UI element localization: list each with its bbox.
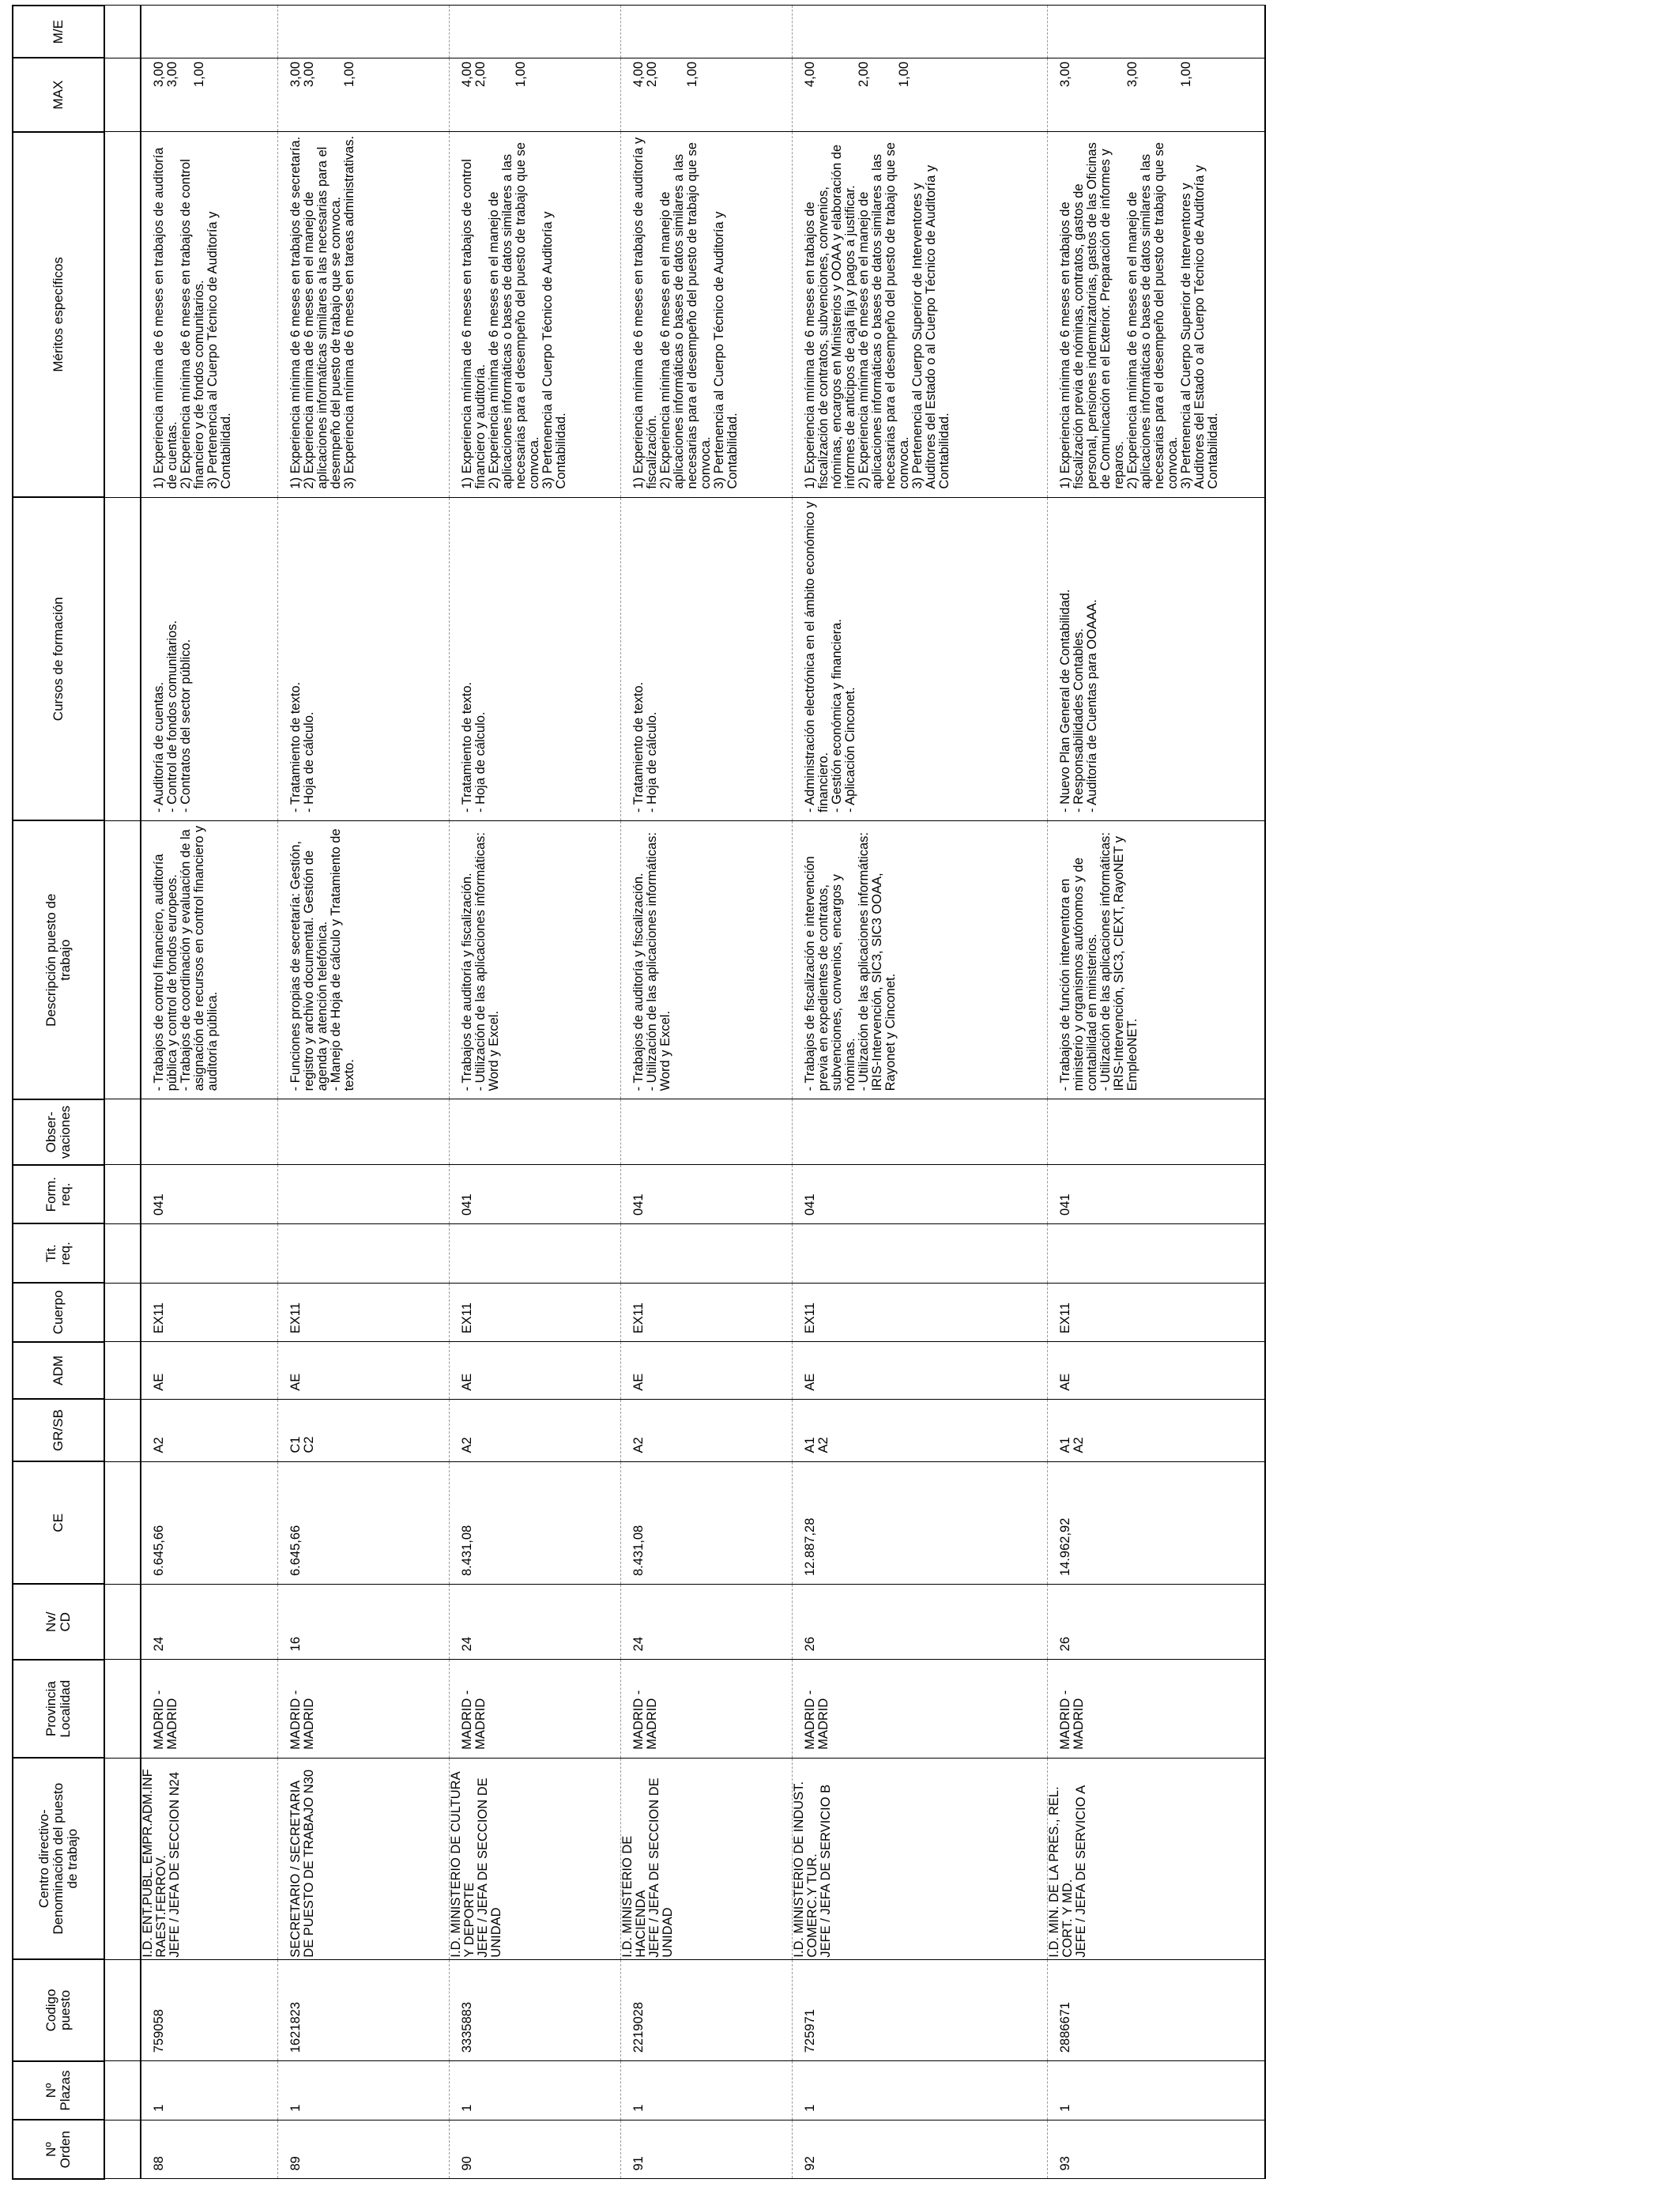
ce-cell: 8.431,08	[450, 1461, 621, 1584]
adm-cell: AE	[450, 1342, 621, 1400]
spacer-cell	[104, 821, 141, 1099]
plazas-cell: 1	[621, 2061, 793, 2120]
codigo-cell: 3335883	[450, 1959, 621, 2061]
gr-cell: A2	[450, 1399, 621, 1461]
header-codigo: Codigo puesto	[13, 1959, 104, 2061]
centro-cell	[141, 1758, 278, 1959]
puesto-denominacion: JEFE / JEFA DE SERVICIO B	[819, 1784, 833, 1958]
descripcion-cell: - Funciones propias de secretaría: Gestión, registro y archivo documental. Gestión de agenda y atención telefónica. - Manejo de Hoja de cálculo y Tratamiento de texto.	[278, 821, 450, 1099]
ce-cell: 12.887,28	[793, 1461, 1048, 1584]
max-value: 3,00	[1058, 61, 1072, 88]
max-value: 1,00	[1179, 61, 1193, 88]
max-cell	[1048, 58, 1266, 131]
ce-cell: 8.431,08	[621, 1461, 793, 1584]
centro-directivo: I.D. ENT.PUBL. EMPR.ADM.INF RAEST.FERROV.	[141, 1769, 168, 1958]
meritos-cell: 1) Experiencia mínima de 6 meses en trabajos de fiscalización previa de nóminas, contratos, gastos de personal, pensiones indemnizatorias, gastos de las Oficinas de Comunicación en el Exterior. Preparación de informes y reparos. 2) Experiencia mínima de 6 meses en el manejo de aplicaciones informáticas o bases de datos similares a las necesarias para el desempeño del puesto de trabajo que se convoca. 3) Pertenencia al Cuerpo Superior de Interventores y Auditores del Estado o al Cuerpo Técnico de Auditoría y Contabilidad.	[1048, 132, 1266, 497]
form-cell: 041	[1048, 1165, 1266, 1224]
max-value: 4,00	[631, 61, 646, 88]
descripcion-cell: - Trabajos de auditoría y fiscalización. - Utilización de las aplicaciones informáticas: Word y Excel.	[450, 821, 621, 1099]
meritos-cell: 1) Experiencia mínima de 6 meses en trabajos de control financiero y auditoría. 2) Experiencia mínima de 6 meses en el manejo de aplicaciones informáticas o bases de datos similares a las necesarias para el desempeño del puesto de trabajo que se convoca. 3) Pertenencia al Cuerpo Técnico de Auditoría y Contabilidad.	[450, 132, 621, 497]
plazas-cell: 1	[793, 2061, 1048, 2120]
max-value: 3,00	[1125, 61, 1139, 88]
centro-directivo: I.D. MINISTERIO DE CULTURA Y DEPORTE	[449, 1771, 477, 1958]
max-value: 1,00	[897, 61, 911, 88]
cursos-cell: - Tratamiento de texto. - Hoja de cálculo.	[278, 497, 450, 820]
max-value	[316, 62, 330, 128]
spacer-cell	[104, 1165, 141, 1224]
max-value: 2,00	[857, 61, 871, 88]
descripcion-cell: - Trabajos de fiscalización e intervención previa en expedientes de contratos, subvenciones, convenios, encargos y nóminas. - Utilización de las aplicaciones informáticas: IRIS-Intervención, SIC3, SIC3 OOAA, Rayonet y Cinconet.	[793, 821, 1048, 1099]
max-value: 3,00	[288, 61, 303, 88]
centro-cell	[1048, 1758, 1266, 1959]
max-value: 2,00	[473, 61, 488, 88]
adm-cell: AE	[793, 1342, 1048, 1400]
max-value	[488, 62, 501, 128]
obs-cell	[450, 1099, 621, 1165]
obs-cell	[278, 1099, 450, 1165]
max-value	[1072, 62, 1086, 128]
cuerpo-cell: EX11	[450, 1283, 621, 1342]
nvcd-cell: 26	[1048, 1585, 1266, 1660]
max-cell	[450, 58, 621, 131]
spacer-cell	[104, 1342, 141, 1400]
me-cell	[141, 6, 278, 58]
plazas-cell: 1	[278, 2061, 450, 2120]
plazas-cell: 1	[450, 2061, 621, 2120]
adm-cell: AE	[141, 1342, 278, 1400]
max-value	[1153, 62, 1166, 128]
gr-cell: A1 A2	[793, 1399, 1048, 1461]
ce-cell: 14.962,92	[1048, 1461, 1266, 1584]
spacer-cell	[104, 1959, 141, 2061]
spacer-cell	[104, 1283, 141, 1342]
header-tit: Tit. req.	[13, 1223, 104, 1283]
centro-directivo: I.D. MIN. DE LA PRES., REL. CORT. Y MD.	[1047, 1786, 1075, 1958]
header-cursos: Cursos de formación	[13, 497, 104, 820]
cuerpo-cell: EX11	[1048, 1283, 1266, 1342]
spacer-cell	[104, 1399, 141, 1461]
me-cell	[793, 6, 1048, 58]
puesto-denominacion: JEFE / JEFA DE SERVICIO A	[1074, 1785, 1088, 1958]
max-value	[1099, 62, 1113, 128]
nvcd-cell: 26	[793, 1585, 1048, 1660]
form-cell: 041	[141, 1165, 278, 1224]
form-cell: 041	[621, 1165, 793, 1224]
max-value	[501, 62, 514, 128]
adm-cell: AE	[621, 1342, 793, 1400]
nvcd-cell: 16	[278, 1585, 450, 1660]
table-row	[450, 6, 621, 2179]
header-centro: Centro directivo- Denominación del puesto de trabajo	[13, 1758, 104, 1959]
header-plazas: Nº Plazas	[13, 2061, 104, 2120]
centro-cell	[278, 1758, 450, 1959]
plazas-cell: 1	[141, 2061, 278, 2120]
provincia-cell: MADRID - MADRID	[141, 1660, 278, 1758]
header-gr: GR/SB	[13, 1399, 104, 1461]
tit-cell	[278, 1223, 450, 1283]
orden-cell: 89	[278, 2120, 450, 2179]
meritos-cell: 1) Experiencia mínima de 6 meses en trabajos de secretaría. 2) Experiencia mínima de 6 meses en el manejo de aplicaciones informáticas similares a las necesarias para el desempeño del puesto de trabajo que se convoca. 3) Experiencia mínima de 6 meses en tareas administrativas.	[278, 132, 450, 497]
max-cell	[278, 58, 450, 131]
table-row	[793, 6, 1048, 2179]
max-value	[884, 62, 898, 128]
max-value: 2,00	[645, 61, 659, 88]
max-cell	[141, 58, 278, 131]
cursos-cell: - Auditoría de cuentas. - Control de fondos comunitarios. - Contratos del sector público.	[141, 497, 278, 820]
obs-cell	[1048, 1099, 1266, 1165]
cuerpo-cell: EX11	[621, 1283, 793, 1342]
descripcion-cell: - Trabajos de función interventora en ministerio y organismos autónomos y de contabilidad en ministerios. - Utilización de las aplicaciones informáticas: IRIS-Intervención, SIC3, CIEXT, RayoNET y EmpleoNET.	[1048, 821, 1266, 1099]
ce-cell: 6.645,66	[141, 1461, 278, 1584]
puesto-denominacion: JEFE / JEFA DE SECCION DE UNIDAD	[476, 1777, 503, 1958]
max-value	[817, 62, 831, 128]
descripcion-cell: - Trabajos de auditoría y fiscalización. - Utilización de las aplicaciones informáticas: Word y Excel.	[621, 821, 793, 1099]
max-cell	[793, 58, 1048, 131]
max-value	[871, 62, 884, 128]
obs-cell	[793, 1099, 1048, 1165]
spacer-cell	[104, 1585, 141, 1660]
table-row	[621, 6, 793, 2179]
max-value: 3,00	[302, 61, 316, 88]
header-provincia: Provincia Localidad	[13, 1660, 104, 1758]
positions-table	[12, 5, 1266, 2180]
codigo-cell: 2219028	[621, 1959, 793, 2061]
nvcd-cell: 24	[141, 1585, 278, 1660]
header-adm: ADM	[13, 1342, 104, 1400]
max-value: 4,00	[460, 61, 474, 88]
provincia-cell: MADRID - MADRID	[793, 1660, 1048, 1758]
provincia-cell: MADRID - MADRID	[278, 1660, 450, 1758]
spacer-cell	[104, 1461, 141, 1584]
form-cell: 041	[450, 1165, 621, 1224]
cursos-cell: - Tratamiento de texto. - Hoja de cálculo.	[450, 497, 621, 820]
spacer-cell	[104, 1758, 141, 1959]
header-obs: Obser- vaciones	[13, 1099, 104, 1165]
table-row	[1048, 6, 1266, 2179]
orden-cell: 91	[621, 2120, 793, 2179]
centro-directivo: I.D. MINISTERIO DE HACIENDA	[620, 1835, 648, 1958]
spacer-cell	[104, 1223, 141, 1283]
tit-cell	[1048, 1223, 1266, 1283]
me-cell	[278, 6, 450, 58]
max-value	[1166, 62, 1180, 128]
header-form: Form. req.	[13, 1165, 104, 1224]
cursos-cell: - Administración electrónica en el ámbito económico y financiero. - Gestión económica y financiera. - Aplicación Cinconet.	[793, 497, 1048, 820]
me-cell	[621, 6, 793, 58]
max-value: 4,00	[803, 61, 817, 88]
gr-cell: C1 C2	[278, 1399, 450, 1461]
nvcd-cell: 24	[621, 1585, 793, 1660]
header-me: M/E	[13, 6, 104, 58]
max-cell	[621, 58, 793, 131]
orden-cell: 93	[1048, 2120, 1266, 2179]
max-value	[179, 62, 193, 128]
header-row	[13, 6, 104, 2179]
tit-cell	[141, 1223, 278, 1283]
header-spacer-row	[104, 6, 141, 2179]
max-value: 3,00	[165, 61, 179, 88]
form-cell	[278, 1165, 450, 1224]
me-cell	[450, 6, 621, 58]
max-value: 1,00	[342, 61, 356, 88]
spacer-cell	[104, 58, 141, 131]
codigo-cell: 725971	[793, 1959, 1048, 2061]
cursos-cell: - Tratamiento de texto. - Hoja de cálculo.	[621, 497, 793, 820]
max-value	[844, 62, 857, 128]
header-max: MAX	[13, 58, 104, 131]
cuerpo-cell: EX11	[793, 1283, 1048, 1342]
spacer-cell	[104, 1099, 141, 1165]
meritos-cell: 1) Experiencia mínima de 6 meses en trabajos de fiscalización de contratos, subvenciones, convenios, nóminas, encargos en Ministerios y OOAA y elaboración de informes de anticipos de caja fija y pagos a justificar. 2) Experiencia mínima de 6 meses en el manejo de aplicaciones informáticas o bases de datos similares a las necesarias para el desempeño del puesto de trabajo que se convoca. 3) Pertenencia al Cuerpo Superior de Interventores y Auditores del Estado o al Cuerpo Técnico de Auditoría y Contabilidad.	[793, 132, 1048, 497]
provincia-cell: MADRID - MADRID	[621, 1660, 793, 1758]
puesto-denominacion: SECRETARIO / SECRETARIA DE PUESTO DE TRABAJO N30	[288, 1769, 316, 1958]
max-value: 1,00	[685, 61, 699, 88]
centro-directivo: I.D. MINISTERIO DE INDUST. COMERC.Y TUR.	[792, 1781, 819, 1958]
spacer-cell	[104, 2120, 141, 2179]
cuerpo-cell: EX11	[278, 1283, 450, 1342]
header-orden: Nº Orden	[13, 2120, 104, 2179]
gr-cell: A2	[621, 1399, 793, 1461]
meritos-cell: 1) Experiencia mínima de 6 meses en trabajos de auditoría de cuentas. 2) Experiencia mínima de 6 meses en trabajos de control financiero y de fondos comunitarios. 3) Pertenencia al Cuerpo Técnico de Auditoría y Contabilidad.	[141, 132, 278, 497]
max-value	[659, 62, 672, 128]
tit-cell	[621, 1223, 793, 1283]
plazas-cell: 1	[1048, 2061, 1266, 2120]
provincia-cell: MADRID - MADRID	[450, 1660, 621, 1758]
tit-cell	[450, 1223, 621, 1283]
cuerpo-cell: EX11	[141, 1283, 278, 1342]
codigo-cell: 1621823	[278, 1959, 450, 2061]
obs-cell	[141, 1099, 278, 1165]
tit-cell	[793, 1223, 1048, 1283]
table-row	[141, 6, 278, 2179]
header-descripcion: Descripción puesto de trabajo	[13, 821, 104, 1099]
spacer-cell	[104, 1660, 141, 1758]
form-cell: 041	[793, 1165, 1048, 1224]
max-value	[330, 62, 343, 128]
centro-cell	[793, 1758, 1048, 1959]
gr-cell: A2	[141, 1399, 278, 1461]
centro-cell	[621, 1758, 793, 1959]
max-value	[1113, 62, 1126, 128]
header-nvcd: Nv/ CD	[13, 1585, 104, 1660]
header-cuerpo: Cuerpo	[13, 1283, 104, 1342]
nvcd-cell: 24	[450, 1585, 621, 1660]
puesto-denominacion: JEFE / JEFA DE SECCION N24	[168, 1771, 182, 1958]
centro-cell	[450, 1758, 621, 1959]
orden-cell: 90	[450, 2120, 621, 2179]
max-value	[672, 62, 686, 128]
max-value	[1139, 62, 1153, 128]
orden-cell: 88	[141, 2120, 278, 2179]
max-value: 1,00	[192, 61, 206, 88]
orden-cell: 92	[793, 2120, 1048, 2179]
me-cell	[1048, 6, 1266, 58]
meritos-cell: 1) Experiencia mínima de 6 meses en trabajos de auditoría y fiscalización. 2) Experiencia mínima de 6 meses en el manejo de aplicaciones informáticas o bases de datos similares a las necesarias para el desempeño del puesto de trabajo que se convoca. 3) Pertenencia al Cuerpo Técnico de Auditoría y Contabilidad.	[621, 132, 793, 497]
max-value	[831, 62, 844, 128]
adm-cell: AE	[1048, 1342, 1266, 1400]
descripcion-cell: - Trabajos de control financiero, auditoría pública y control de fondos europeos. - Trabajos de coordinación y evaluación de la asignación de recursos en control financiero y auditoría pública.	[141, 821, 278, 1099]
codigo-cell: 2886671	[1048, 1959, 1266, 2061]
obs-cell	[621, 1099, 793, 1165]
max-value: 1,00	[514, 61, 528, 88]
codigo-cell: 759058	[141, 1959, 278, 2061]
puesto-denominacion: JEFE / JEFA DE SECCION DE UNIDAD	[647, 1777, 675, 1958]
spacer-cell	[104, 2061, 141, 2120]
max-value: 3,00	[152, 61, 166, 88]
header-ce: CE	[13, 1461, 104, 1584]
spacer-cell	[104, 6, 141, 58]
gr-cell: A1 A2	[1048, 1399, 1266, 1461]
ce-cell: 6.645,66	[278, 1461, 450, 1584]
provincia-cell: MADRID - MADRID	[1048, 1660, 1266, 1758]
cursos-cell: - Nuevo Plan General de Contabilidad. - Responsabilidades Contables. - Auditoría de Cuentas para OOAAA.	[1048, 497, 1266, 820]
spacer-cell	[104, 132, 141, 497]
max-value	[1086, 62, 1099, 128]
table-row	[278, 6, 450, 2179]
adm-cell: AE	[278, 1342, 450, 1400]
header-meritos: Méritos específicos	[13, 132, 104, 497]
spacer-cell	[104, 497, 141, 820]
